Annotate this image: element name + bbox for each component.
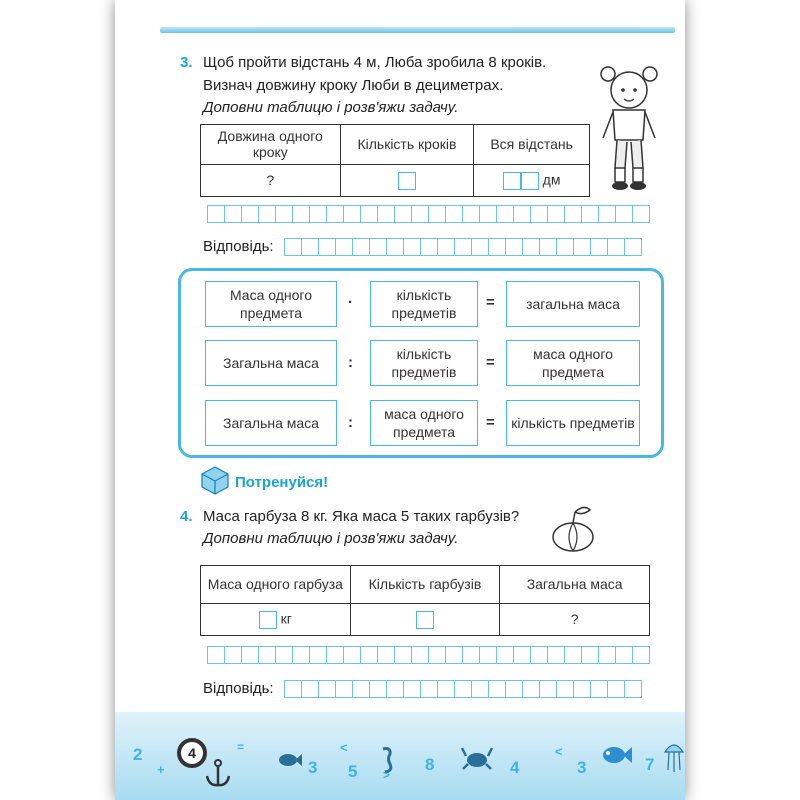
grid-cell[interactable] — [301, 680, 319, 698]
grid-cell[interactable] — [335, 680, 353, 698]
grid-cell[interactable] — [241, 646, 259, 664]
footer-decor: 5 — [348, 762, 358, 781]
grid-cell[interactable] — [258, 205, 276, 223]
rule2-operator: : — [348, 354, 353, 371]
grid-cell[interactable] — [335, 238, 353, 256]
task4-table — [200, 565, 650, 636]
grid-cell[interactable] — [318, 238, 336, 256]
grid-cell[interactable] — [581, 205, 599, 223]
cube-icon — [200, 465, 230, 495]
grid-cell[interactable] — [292, 646, 310, 664]
grid-cell[interactable] — [598, 646, 616, 664]
rule2-term-b: кількість предметів — [370, 340, 478, 386]
grid-cell[interactable] — [326, 205, 344, 223]
answer-box[interactable] — [416, 611, 434, 629]
grid-cell[interactable] — [522, 680, 540, 698]
grid-cell[interactable] — [386, 680, 404, 698]
grid-cell[interactable] — [420, 238, 438, 256]
grid-cell[interactable] — [615, 205, 633, 223]
footer-decor: < — [555, 744, 563, 759]
anchor-icon — [203, 758, 233, 788]
footer-decor: 4 — [510, 758, 520, 777]
rule1-term-b: кількість предметів — [370, 281, 478, 327]
grid-cell[interactable] — [207, 646, 225, 664]
header-rule — [160, 27, 675, 33]
rule1-result: загальна маса — [506, 281, 640, 327]
task4-header-count: Кількість гарбузів — [350, 566, 500, 604]
footer-decor: < — [340, 740, 348, 755]
grid-cell[interactable] — [454, 680, 472, 698]
grid-cell[interactable] — [403, 680, 421, 698]
task3-table — [200, 124, 590, 197]
task3-header-distance: Вся відстань — [474, 125, 590, 165]
task3-answer-label: Відповідь: — [203, 238, 274, 255]
grid-cell[interactable] — [318, 680, 336, 698]
grid-cell[interactable] — [513, 205, 531, 223]
grid-cell[interactable] — [369, 238, 387, 256]
grid-cell[interactable] — [275, 205, 293, 223]
grid-cell[interactable] — [479, 205, 497, 223]
grid-cell[interactable] — [224, 646, 242, 664]
grid-cell[interactable] — [462, 646, 480, 664]
grid-cell[interactable] — [207, 205, 225, 223]
grid-cell[interactable] — [445, 646, 463, 664]
grid-cell[interactable] — [292, 205, 310, 223]
grid-cell[interactable] — [505, 680, 523, 698]
answer-box[interactable] — [259, 611, 277, 629]
grid-cell[interactable] — [301, 238, 319, 256]
fish-icon — [277, 750, 303, 770]
grid-cell[interactable] — [496, 205, 514, 223]
footer-decor: = — [237, 740, 245, 754]
grid-cell[interactable] — [394, 646, 412, 664]
rule1-term-a: Маса одного предмета — [205, 281, 337, 327]
solution-grid[interactable] — [207, 205, 649, 223]
grid-cell[interactable] — [394, 205, 412, 223]
grid-cell[interactable] — [488, 680, 506, 698]
rule1-equals: = — [486, 294, 495, 311]
answer-box[interactable] — [521, 172, 539, 190]
grid-cell[interactable] — [539, 238, 557, 256]
grid-cell[interactable] — [624, 680, 642, 698]
unit-dm: дм — [542, 171, 561, 188]
unit-kg: кг — [280, 610, 292, 627]
rule2-equals: = — [486, 354, 495, 371]
grid-cell[interactable] — [530, 646, 548, 664]
task3-number: 3. — [180, 54, 193, 71]
grid-cell[interactable] — [632, 205, 650, 223]
footer-decor: + — [157, 762, 165, 777]
rule3-operator: : — [348, 414, 353, 431]
footer-decor: 8 — [425, 755, 435, 774]
rule3-term-a: Загальна маса — [205, 400, 337, 446]
footer-decor: > — [383, 768, 391, 782]
girl-illustration-icon — [593, 60, 665, 195]
grid-cell[interactable] — [607, 680, 625, 698]
grid-cell[interactable] — [369, 680, 387, 698]
grid-cell[interactable] — [386, 238, 404, 256]
task4-header-mass: Маса одного гарбуза — [201, 566, 351, 604]
grid-cell[interactable] — [598, 205, 616, 223]
grid-cell[interactable] — [437, 680, 455, 698]
grid-cell[interactable] — [343, 646, 361, 664]
task4-cell-mass — [201, 604, 351, 636]
grid-cell[interactable] — [377, 646, 395, 664]
task4-cell-count — [350, 604, 500, 636]
grid-cell[interactable] — [462, 205, 480, 223]
grid-cell[interactable] — [479, 646, 497, 664]
grid-cell[interactable] — [309, 205, 327, 223]
grid-cell[interactable] — [454, 238, 472, 256]
rule3-equals: = — [486, 414, 495, 431]
task4-header-total: Загальна маса — [500, 566, 650, 604]
answer-grid[interactable] — [284, 238, 641, 256]
grid-cell[interactable] — [224, 205, 242, 223]
answer-box[interactable] — [503, 172, 521, 190]
grid-cell[interactable] — [411, 646, 429, 664]
answer-box[interactable] — [398, 172, 416, 190]
rule3-result: кількість предметів — [506, 400, 640, 446]
task4-instruction: Доповни таблицю і розв'яжи задачу. — [203, 530, 459, 547]
grid-cell[interactable] — [539, 680, 557, 698]
pumpkin-icon — [548, 502, 598, 554]
train-title: Потренуйся! — [235, 474, 329, 491]
grid-cell[interactable] — [573, 680, 591, 698]
grid-cell[interactable] — [420, 680, 438, 698]
grid-cell[interactable] — [564, 646, 582, 664]
task3-cell-count — [340, 165, 474, 197]
grid-cell[interactable] — [547, 646, 565, 664]
rule3-term-b: маса одного предмета — [370, 400, 478, 446]
crab-icon — [460, 744, 494, 770]
rule1-operator: · — [348, 294, 353, 311]
grid-cell[interactable] — [284, 238, 302, 256]
grid-cell[interactable] — [437, 238, 455, 256]
grid-cell[interactable] — [326, 646, 344, 664]
grid-cell[interactable] — [513, 646, 531, 664]
grid-cell[interactable] — [471, 680, 489, 698]
footer-decor: 7 — [645, 755, 655, 774]
task4-text: Маса гарбуза 8 кг. Яка маса 5 таких гарбузів? — [203, 508, 520, 525]
grid-cell[interactable] — [241, 205, 259, 223]
grid-cell[interactable] — [360, 205, 378, 223]
grid-cell[interactable] — [360, 646, 378, 664]
grid-cell[interactable] — [607, 238, 625, 256]
grid-cell[interactable] — [428, 205, 446, 223]
grid-cell[interactable] — [377, 205, 395, 223]
grid-cell[interactable] — [547, 205, 565, 223]
grid-cell[interactable] — [403, 238, 421, 256]
grid-cell[interactable] — [530, 205, 548, 223]
solution-grid[interactable] — [207, 646, 649, 664]
grid-cell[interactable] — [632, 646, 650, 664]
task4-number: 4. — [180, 508, 193, 525]
task3-header-step: Довжина одного кроку — [201, 125, 341, 165]
page-number: 4 — [177, 738, 207, 768]
grid-cell[interactable] — [505, 238, 523, 256]
rule2-term-a: Загальна маса — [205, 340, 337, 386]
task4-cell-total: ? — [500, 604, 650, 636]
task3-text-line1: Щоб пройти відстань 4 м, Люба зробила 8 кроків. — [203, 54, 547, 71]
grid-cell[interactable] — [471, 238, 489, 256]
grid-cell[interactable] — [428, 646, 446, 664]
grid-cell[interactable] — [309, 646, 327, 664]
grid-cell[interactable] — [624, 238, 642, 256]
grid-cell[interactable] — [343, 205, 361, 223]
grid-cell[interactable] — [573, 238, 591, 256]
grid-cell[interactable] — [522, 238, 540, 256]
grid-cell[interactable] — [564, 205, 582, 223]
grid-cell[interactable] — [352, 238, 370, 256]
answer-grid[interactable] — [284, 680, 641, 698]
grid-cell[interactable] — [590, 680, 608, 698]
grid-cell[interactable] — [411, 205, 429, 223]
grid-cell[interactable] — [590, 238, 608, 256]
task3-header-count: Кількість кроків — [340, 125, 474, 165]
grid-cell[interactable] — [445, 205, 463, 223]
grid-cell[interactable] — [284, 680, 302, 698]
footer-decor: 3 — [308, 758, 318, 777]
jellyfish-icon — [663, 740, 685, 774]
grid-cell[interactable] — [258, 646, 276, 664]
grid-cell[interactable] — [275, 646, 293, 664]
fish-blue-icon — [601, 744, 633, 766]
grid-cell[interactable] — [352, 680, 370, 698]
task3-instruction: Доповни таблицю і розв'яжи задачу. — [203, 99, 459, 116]
grid-cell[interactable] — [496, 646, 514, 664]
grid-cell[interactable] — [556, 238, 574, 256]
grid-cell[interactable] — [615, 646, 633, 664]
task3-cell-distance — [474, 165, 590, 197]
grid-cell[interactable] — [581, 646, 599, 664]
task4-answer-label: Відповідь: — [203, 680, 274, 697]
task3-cell-step: ? — [201, 165, 341, 197]
workbook-page — [115, 0, 685, 800]
footer-decor: 2 — [133, 745, 143, 764]
grid-cell[interactable] — [556, 680, 574, 698]
rule2-result: маса одного предмета — [506, 340, 640, 386]
task3-text-line2: Визнач довжину кроку Люби в дециметрах. — [203, 77, 504, 94]
grid-cell[interactable] — [488, 238, 506, 256]
footer-decor: 3 — [577, 758, 587, 777]
